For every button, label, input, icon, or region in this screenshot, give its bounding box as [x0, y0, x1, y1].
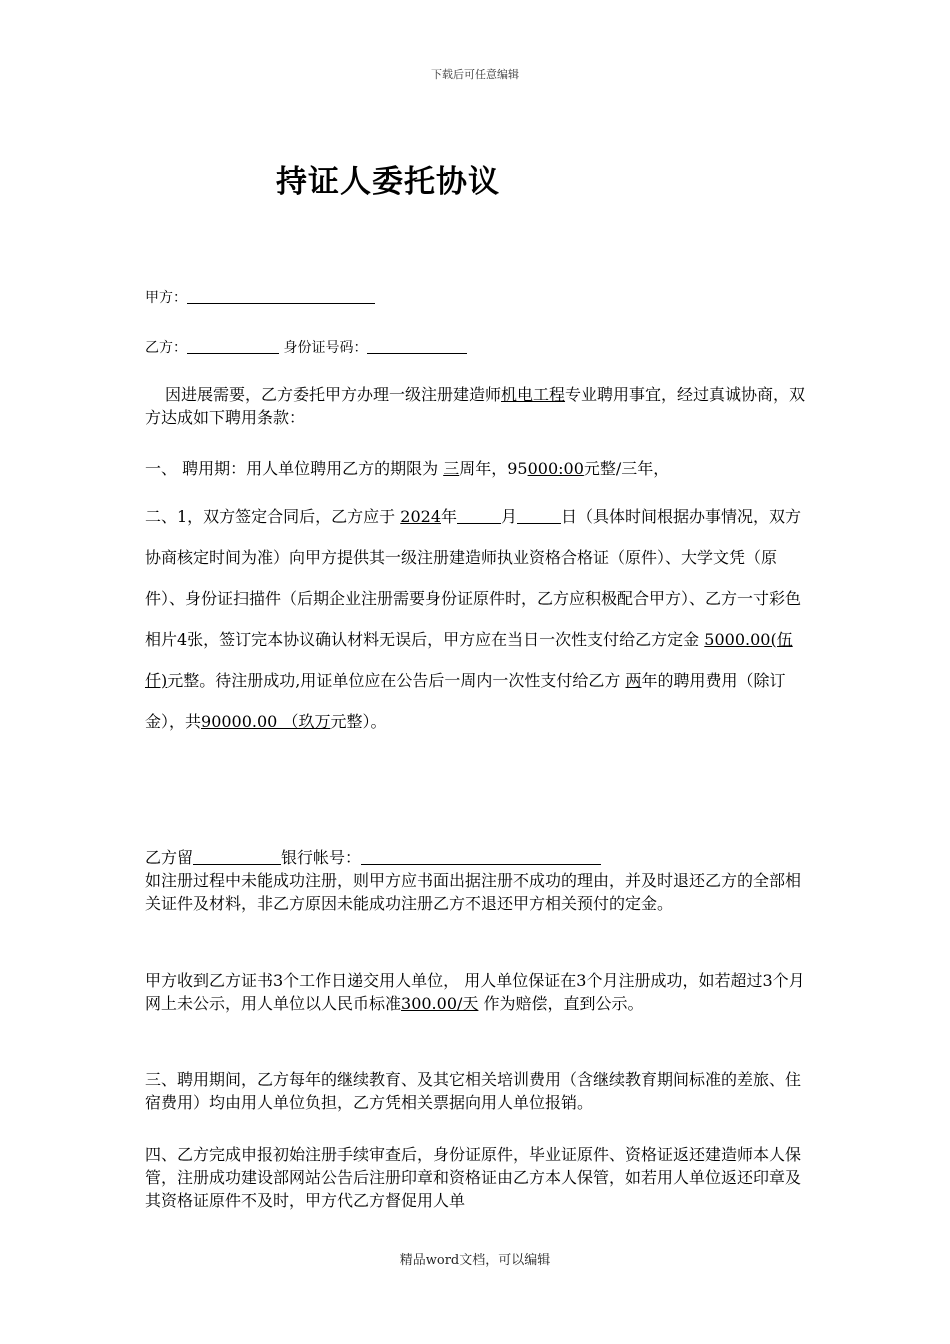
- bank-name-blank[interactable]: [193, 850, 281, 865]
- clause-2-text-2: 日（具体时间根据办事情况，双方协商核定时间为准）向甲方提供其一级注册建造师执业资格合格证（原件）、大学文凭（原件）、身份证扫描件（后期企业注册需要身份证原件时，乙方应积极配合甲方）、乙方一寸彩色相片4张，签订完本协议确认材料无误后，甲方应在当日一次性支付给乙方定金: [145, 507, 802, 649]
- id-number-blank[interactable]: [367, 339, 467, 354]
- month-blank[interactable]: [457, 509, 501, 524]
- penalty-rate: 300.00/天: [401, 994, 479, 1013]
- party-a-blank[interactable]: [187, 289, 375, 304]
- clause-1-amount: 000:00: [527, 459, 584, 478]
- intro-text-1: 因进展需要，乙方委托甲方办理一级注册建造师: [165, 385, 502, 404]
- total-amount: 90000.00 （玖万: [201, 712, 331, 731]
- refund-paragraph: 如注册过程中未能成功注册，则甲方应书面出据注册不成功的理由，并及时退还乙方的全部相关证件及材料，非乙方原因未能成功注册乙方不退还甲方相关预付的定金。: [145, 871, 802, 913]
- clause-1-text-3: 元整/三年，: [583, 459, 670, 478]
- clause-2-text-4: 年的聘用费用（除订金），共: [145, 671, 786, 731]
- id-number-label: 身份证号码：: [283, 340, 368, 356]
- clause-2-text-5: 元整）。: [330, 712, 387, 731]
- clause-2-year-unit: 年: [441, 507, 458, 526]
- clause-2-years: 两: [625, 671, 642, 690]
- clause-2-year: 2024: [400, 507, 441, 526]
- bank-label-1: 乙方留: [145, 848, 194, 867]
- party-a-line: [145, 287, 375, 307]
- penalty-paragraph: [145, 969, 813, 1015]
- intro-text-2: 专业聘用事宜，经过真诚协商，双方达成如下聘用条款：: [145, 385, 806, 427]
- party-b-blank[interactable]: [187, 339, 279, 354]
- party-b-line: [145, 337, 467, 357]
- clause-2: [145, 496, 813, 742]
- clause-1: [145, 457, 813, 480]
- clause-2-month-unit: 月: [501, 507, 518, 526]
- header-note: 下载后可任意编辑: [431, 68, 519, 81]
- deposit-amount: 5000.00(伍仟): [145, 630, 793, 690]
- clause-1-text-2: 周年，95: [459, 459, 528, 478]
- clause-3: 三、聘用期间，乙方每年的继续教育、及其它相关培训费用（含继续教育期间标准的差旅、住宿费用）均由用人单位负担，乙方凭相关票据向用人单位报销。: [145, 1070, 802, 1112]
- clause-1-text-1: 一、 聘用期：用人单位聘用乙方的期限为: [145, 459, 439, 478]
- footer-note: 精品word文档，可以编辑: [399, 1253, 551, 1268]
- intro-paragraph: [145, 383, 813, 429]
- clause-4: 四、乙方完成申报初始注册手续审查后，身份证原件，毕业证原件、资格证返还建造师本人保管，注册成功建设部网站公告后注册印章和资格证由乙方本人保管，如若用人单位返还印章及其资格证原件不及时，甲方代乙方督促用人单: [145, 1145, 802, 1210]
- clause-2-text-3: 元整。待注册成功,用证单位应在公告后一周内一次性支付给乙方: [167, 671, 621, 690]
- party-b-label: 乙方：: [145, 340, 187, 356]
- specialty-field: 机电工程: [501, 385, 566, 404]
- party-a-label: 甲方：: [145, 290, 187, 306]
- clause-1-years: 三: [443, 459, 460, 478]
- clause-2-text-1: 二、1，双方签定合同后，乙方应于: [145, 507, 396, 526]
- penalty-text-1: 甲方收到乙方证书3个工作日递交用人单位， 用人单位保证在3个月注册成功，如若超过3个月网上未公示，用人单位以人民币标准: [145, 971, 805, 1013]
- bank-account-label: 银行帐号：: [281, 848, 362, 867]
- document-title: 持证人委托协议: [276, 164, 500, 200]
- bank-account-blank[interactable]: [361, 850, 601, 865]
- day-blank[interactable]: [517, 509, 561, 524]
- bank-line: [145, 846, 813, 869]
- penalty-text-2: 作为赔偿，直到公示。: [483, 994, 644, 1013]
